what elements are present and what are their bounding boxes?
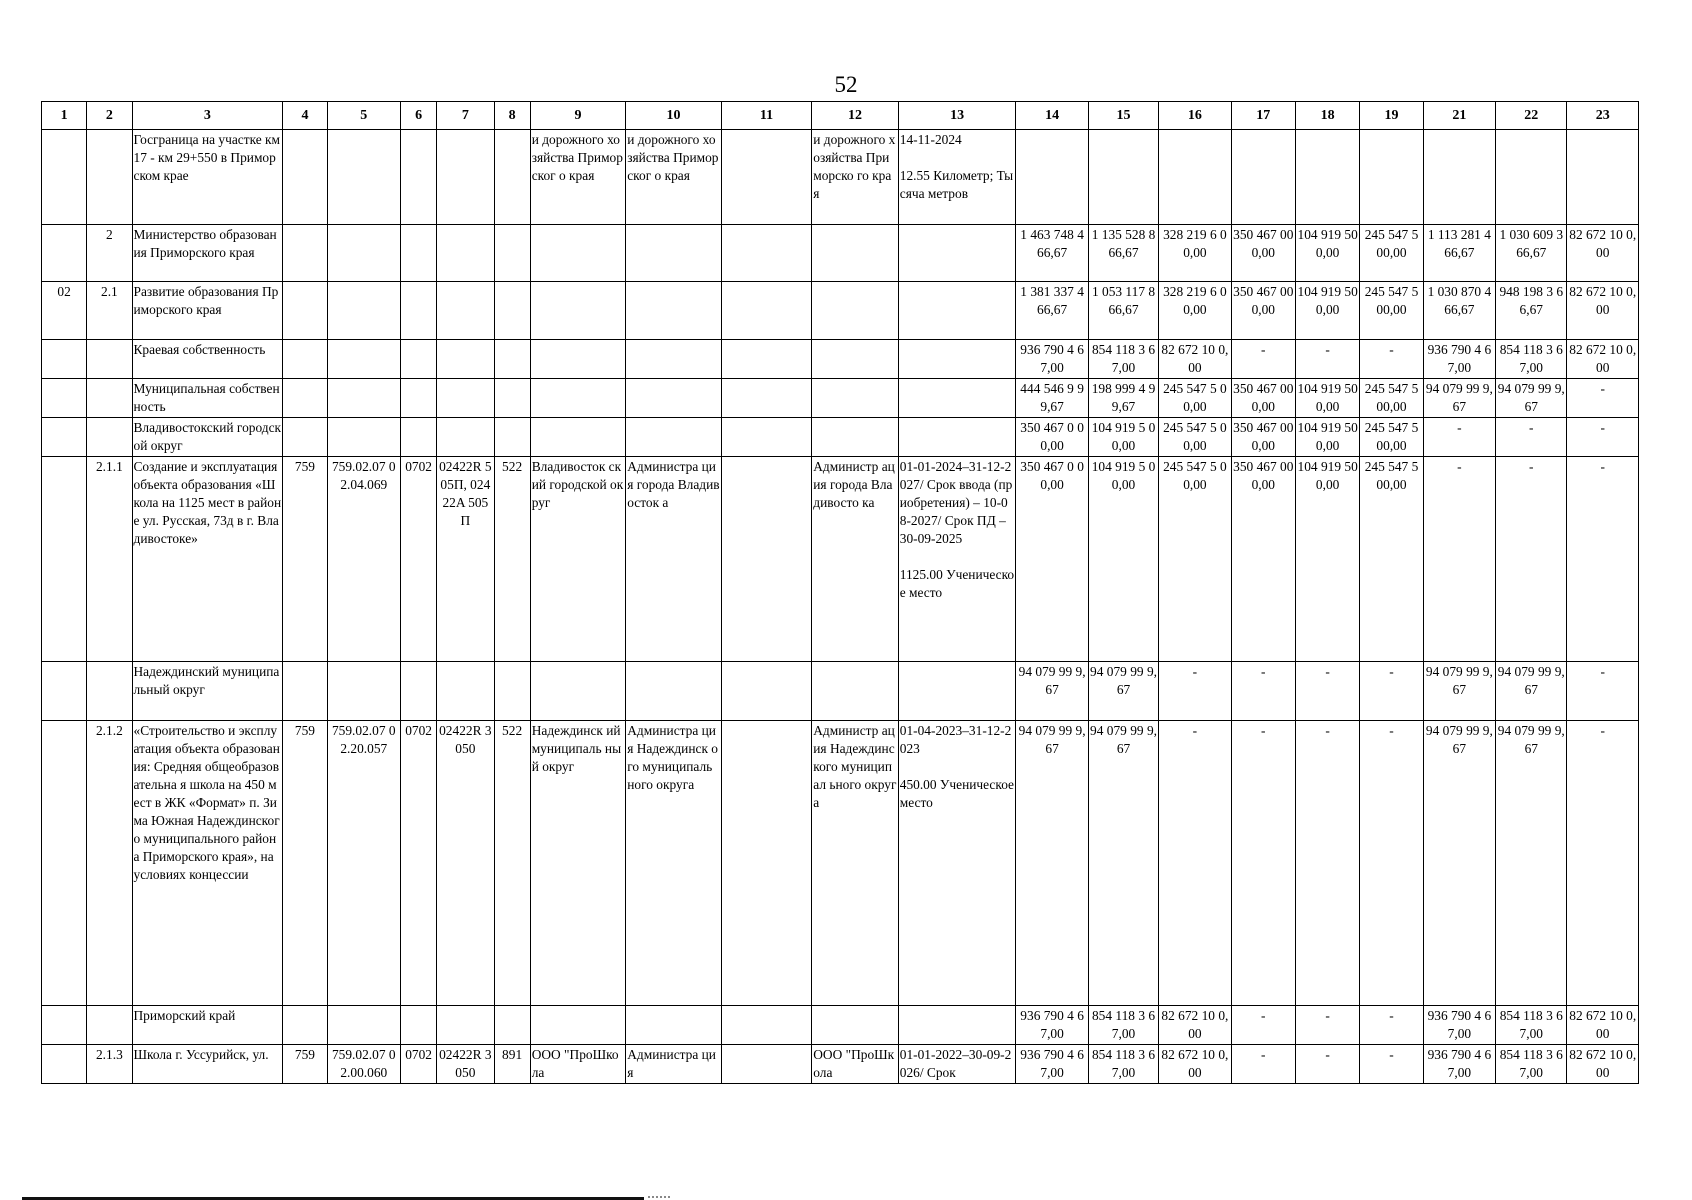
table-cell <box>400 340 436 379</box>
table-cell: 2.1 <box>87 282 132 340</box>
table-row <box>42 282 1639 340</box>
table-cell: 522 <box>494 721 530 1006</box>
table-cell: 522 <box>494 457 530 662</box>
table-cell: Госграница на участке км 17 - км 29+550 в Приморском крае <box>132 130 283 225</box>
table-cell <box>494 340 530 379</box>
table-cell: 1 053 117 866,67 <box>1088 282 1158 340</box>
table-cell: 94 079 99 9,67 <box>1496 662 1567 721</box>
table-cell <box>42 457 87 662</box>
table-cell <box>1159 130 1231 225</box>
table-cell <box>721 282 812 340</box>
table-cell <box>42 721 87 1006</box>
table-cell: 891 <box>494 1045 530 1084</box>
table-cell: Развитие образования Приморского края <box>132 282 283 340</box>
table-cell: 936 790 4 67,00 <box>1016 340 1088 379</box>
table-cell: - <box>1159 662 1231 721</box>
table-cell: 02 <box>42 282 87 340</box>
table-cell: - <box>1295 662 1359 721</box>
table-cell: 948 198 3 66,67 <box>1496 282 1567 340</box>
table-cell: 82 672 10 0,00 <box>1159 340 1231 379</box>
table-cell: Надеждинский муниципальный округ <box>132 662 283 721</box>
table-cell: - <box>1231 1006 1295 1045</box>
table-cell: 2.1.3 <box>87 1045 132 1084</box>
table-cell: 2.1.2 <box>87 721 132 1006</box>
column-header: 10 <box>626 102 722 130</box>
table-cell <box>626 418 722 457</box>
table-cell: 350 467 0 00,00 <box>1016 418 1088 457</box>
table-cell: 245 547 5 00,00 <box>1360 457 1423 662</box>
table-cell: 104 919 500,00 <box>1295 457 1359 662</box>
table-cell: - <box>1360 340 1423 379</box>
table-cell: 2.1.1 <box>87 457 132 662</box>
table-cell: - <box>1567 418 1639 457</box>
table-cell: 350 467 000,00 <box>1231 282 1295 340</box>
table-cell: 245 547 5 00,00 <box>1159 457 1231 662</box>
table-cell <box>42 379 87 418</box>
table-cell <box>1231 130 1295 225</box>
table-cell: 1 030 609 366,67 <box>1496 225 1567 282</box>
table-cell: - <box>1231 340 1295 379</box>
table-cell: 94 079 99 9,67 <box>1016 662 1088 721</box>
table-cell: 1 113 281 466,67 <box>1423 225 1495 282</box>
table-cell <box>812 282 898 340</box>
column-header: 12 <box>812 102 898 130</box>
table-cell: 14-11-2024 12.55 Километр; Тысяча метров <box>898 130 1016 225</box>
table-cell <box>400 130 436 225</box>
table-cell: 82 672 10 0,00 <box>1567 282 1639 340</box>
table-cell <box>530 379 626 418</box>
table-cell: 759 <box>283 1045 327 1084</box>
table-cell: Администр ация Надеждинс кого муниципал ьного округа <box>812 721 898 1006</box>
table-cell: - <box>1231 662 1295 721</box>
table-cell <box>1567 130 1639 225</box>
table-row <box>42 457 1639 662</box>
column-header: 2 <box>87 102 132 130</box>
table-cell: 854 118 3 67,00 <box>1496 1045 1567 1084</box>
table-cell: 94 079 99 9,67 <box>1088 662 1158 721</box>
column-header: 16 <box>1159 102 1231 130</box>
table-cell <box>42 340 87 379</box>
table-cell: Министерство образования Приморского края <box>132 225 283 282</box>
table-cell <box>626 662 722 721</box>
table-cell: 936 790 4 67,00 <box>1016 1045 1088 1084</box>
table-cell <box>87 379 132 418</box>
table-cell: 02422R 505П, 02422A 505П <box>437 457 494 662</box>
table-cell: «Строительство и эксплуатация объекта образования: Средняя общеобразовательна я школа на 450 мест в ЖК «Формат» п. Зима Южная Надеждинского муниципального района Приморского края», на условиях концессии <box>132 721 283 1006</box>
table-cell: 854 118 3 67,00 <box>1088 340 1158 379</box>
table-cell <box>494 282 530 340</box>
table-cell <box>721 418 812 457</box>
table-cell: 245 547 5 00,00 <box>1360 225 1423 282</box>
table-cell <box>812 662 898 721</box>
table-cell: 328 219 6 00,00 <box>1159 282 1231 340</box>
table-cell <box>42 662 87 721</box>
table-cell: Администра ция города Владивосток а <box>626 457 722 662</box>
table-cell <box>283 225 327 282</box>
table-cell: - <box>1496 457 1567 662</box>
table-cell <box>437 1006 494 1045</box>
table-cell: 82 672 10 0,00 <box>1567 1006 1639 1045</box>
column-header: 1 <box>42 102 87 130</box>
table-cell: - <box>1231 1045 1295 1084</box>
table-cell: 854 118 3 67,00 <box>1496 340 1567 379</box>
table-cell: - <box>1295 721 1359 1006</box>
table-cell <box>87 340 132 379</box>
table-cell: Администра ция Надеждинск ого муниципаль ного округа <box>626 721 722 1006</box>
table-cell <box>721 130 812 225</box>
table-row <box>42 379 1639 418</box>
table-cell <box>721 340 812 379</box>
table-cell: Владивосток ский городской округ <box>530 457 626 662</box>
table-cell <box>283 418 327 457</box>
table-cell: 245 547 5 00,00 <box>1360 418 1423 457</box>
table-cell <box>327 418 400 457</box>
table-cell: - <box>1423 457 1495 662</box>
table-cell <box>494 1006 530 1045</box>
table-cell <box>87 1006 132 1045</box>
table-cell <box>327 130 400 225</box>
table-cell: 1 030 870 466,67 <box>1423 282 1495 340</box>
table-cell: - <box>1159 721 1231 1006</box>
table-cell: - <box>1231 721 1295 1006</box>
table-cell: 1 463 748 466,67 <box>1016 225 1088 282</box>
table-cell: - <box>1295 1006 1359 1045</box>
table-cell: 350 467 000,00 <box>1231 418 1295 457</box>
table-cell <box>1360 130 1423 225</box>
table-cell: 854 118 3 67,00 <box>1088 1006 1158 1045</box>
column-header: 4 <box>283 102 327 130</box>
table-row <box>42 225 1639 282</box>
table-cell: 02422R 3050 <box>437 1045 494 1084</box>
table-cell: - <box>1567 721 1639 1006</box>
table-cell: 0702 <box>400 457 436 662</box>
table-cell <box>437 418 494 457</box>
table-cell: 759 <box>283 721 327 1006</box>
column-header: 3 <box>132 102 283 130</box>
table-cell: 936 790 4 67,00 <box>1423 1006 1495 1045</box>
table-cell <box>283 1006 327 1045</box>
table-cell: 1 381 337 466,67 <box>1016 282 1088 340</box>
table-cell: - <box>1567 379 1639 418</box>
table-cell: 854 118 3 67,00 <box>1088 1045 1158 1084</box>
table-cell <box>626 1006 722 1045</box>
table-cell: 94 079 99 9,67 <box>1496 721 1567 1006</box>
column-header: 14 <box>1016 102 1088 130</box>
table-cell: 759.02.07 02.00.060 <box>327 1045 400 1084</box>
table-cell: 759.02.07 02.20.057 <box>327 721 400 1006</box>
table-cell: 198 999 4 99,67 <box>1088 379 1158 418</box>
table-cell: 759.02.07 02.04.069 <box>327 457 400 662</box>
table-cell <box>327 1006 400 1045</box>
table-cell <box>812 225 898 282</box>
table-cell <box>437 340 494 379</box>
table-cell: 94 079 99 9,67 <box>1088 721 1158 1006</box>
table-cell: 0702 <box>400 1045 436 1084</box>
table-cell: 245 547 5 00,00 <box>1159 418 1231 457</box>
table-cell: 82 672 10 0,00 <box>1159 1045 1231 1084</box>
column-header: 18 <box>1295 102 1359 130</box>
table-cell: Администра ция <box>626 1045 722 1084</box>
table-cell <box>1088 130 1158 225</box>
table-cell: 1 135 528 866,67 <box>1088 225 1158 282</box>
table-cell: 936 790 4 67,00 <box>1016 1006 1088 1045</box>
table-cell: и дорожного хозяйства Приморског о края <box>530 130 626 225</box>
table-row <box>42 340 1639 379</box>
table-cell <box>327 340 400 379</box>
table-cell: 104 919 5 00,00 <box>1088 418 1158 457</box>
table-cell: 2 <box>87 225 132 282</box>
table-cell: 854 118 3 67,00 <box>1496 1006 1567 1045</box>
table-cell: 350 467 000,00 <box>1231 225 1295 282</box>
table-cell <box>626 225 722 282</box>
table-cell: - <box>1567 457 1639 662</box>
table-row <box>42 130 1639 225</box>
column-header: 9 <box>530 102 626 130</box>
table-cell: 94 079 99 9,67 <box>1423 379 1495 418</box>
table-cell: 82 672 10 0,00 <box>1567 1045 1639 1084</box>
table-cell <box>898 225 1016 282</box>
table-cell: 245 547 5 00,00 <box>1360 282 1423 340</box>
table-cell <box>327 379 400 418</box>
table-cell: 94 079 99 9,67 <box>1496 379 1567 418</box>
table-cell <box>283 340 327 379</box>
column-header: 11 <box>721 102 812 130</box>
table-cell: и дорожного хозяйства Приморско го края <box>812 130 898 225</box>
table-cell <box>437 225 494 282</box>
table-cell <box>494 225 530 282</box>
table-cell: 104 919 500,00 <box>1295 379 1359 418</box>
table-cell: - <box>1360 662 1423 721</box>
table-cell <box>283 130 327 225</box>
table-cell <box>898 418 1016 457</box>
table-cell: 02422R 3050 <box>437 721 494 1006</box>
table-cell <box>283 662 327 721</box>
table-cell <box>437 379 494 418</box>
page-number: 52 <box>834 72 858 97</box>
table-cell: 82 672 10 0,00 <box>1567 225 1639 282</box>
table-cell <box>42 130 87 225</box>
table-cell: Муниципальная собственность <box>132 379 283 418</box>
table-cell <box>494 418 530 457</box>
table-cell <box>494 379 530 418</box>
header-row <box>42 102 1639 130</box>
table-row <box>42 721 1639 1006</box>
table-cell <box>898 1006 1016 1045</box>
table-cell <box>898 662 1016 721</box>
footer-dots <box>648 1196 670 1200</box>
table-cell <box>327 662 400 721</box>
table-cell: Краевая собственность <box>132 340 283 379</box>
table-cell <box>400 662 436 721</box>
table-cell: Администр ация города Владивосто ка <box>812 457 898 662</box>
table-cell <box>530 662 626 721</box>
table-cell <box>400 282 436 340</box>
table-row <box>42 1006 1639 1045</box>
table-cell <box>42 1045 87 1084</box>
table-cell: 01-01-2022–30-09-2026/ Срок <box>898 1045 1016 1084</box>
table-cell <box>721 1045 812 1084</box>
table-cell <box>42 225 87 282</box>
column-header: 7 <box>437 102 494 130</box>
table-cell <box>812 340 898 379</box>
table-cell: ООО "ПроШкола <box>530 1045 626 1084</box>
column-header: 17 <box>1231 102 1295 130</box>
table-cell <box>42 1006 87 1045</box>
table-cell: ООО "ПроШкола <box>812 1045 898 1084</box>
table-cell: - <box>1567 662 1639 721</box>
column-header: 19 <box>1360 102 1423 130</box>
table-cell <box>1295 130 1359 225</box>
table-cell: Создание и эксплуатация объекта образования «Школа на 1125 мест в районе ул. Русская, 73д в г. Владивостоке» <box>132 457 283 662</box>
table-cell <box>400 225 436 282</box>
table-cell <box>283 379 327 418</box>
table-row <box>42 418 1639 457</box>
table-cell: 350 467 000,00 <box>1231 457 1295 662</box>
table-cell: - <box>1360 721 1423 1006</box>
table-row <box>42 1045 1639 1084</box>
column-header: 22 <box>1496 102 1567 130</box>
table-cell <box>812 418 898 457</box>
table-cell <box>437 130 494 225</box>
table-cell: 759 <box>283 457 327 662</box>
table-cell: 350 467 0 00,00 <box>1016 457 1088 662</box>
table-cell: 245 547 5 00,00 <box>1360 379 1423 418</box>
table-cell <box>812 379 898 418</box>
table-cell: - <box>1423 418 1495 457</box>
table-cell <box>400 418 436 457</box>
table-cell <box>530 340 626 379</box>
table-cell: 936 790 4 67,00 <box>1423 1045 1495 1084</box>
table-cell: 01-01-2024–31-12-2027/ Срок ввода (приобретения) – 10-08-2027/ Срок ПД – 30-09-2025 1125.00 Ученическое место <box>898 457 1016 662</box>
table-cell: - <box>1295 1045 1359 1084</box>
table-cell: 0702 <box>400 721 436 1006</box>
column-header: 15 <box>1088 102 1158 130</box>
table-cell: 104 919 500,00 <box>1295 225 1359 282</box>
table-cell: 94 079 99 9,67 <box>1423 662 1495 721</box>
table-cell <box>812 1006 898 1045</box>
table-cell <box>1423 130 1495 225</box>
column-header: 6 <box>400 102 436 130</box>
table-cell: - <box>1496 418 1567 457</box>
table-cell: 328 219 6 00,00 <box>1159 225 1231 282</box>
table-cell: 936 790 4 67,00 <box>1423 340 1495 379</box>
table-cell <box>400 379 436 418</box>
table-cell: 82 672 10 0,00 <box>1567 340 1639 379</box>
table-cell: 104 919 500,00 <box>1295 282 1359 340</box>
table-cell <box>494 130 530 225</box>
table-cell <box>626 340 722 379</box>
column-header: 13 <box>898 102 1016 130</box>
table-cell <box>721 1006 812 1045</box>
table-cell <box>1496 130 1567 225</box>
table-cell <box>721 721 812 1006</box>
table-cell <box>494 662 530 721</box>
table-cell <box>437 282 494 340</box>
table-cell <box>898 379 1016 418</box>
table-cell <box>721 379 812 418</box>
table-cell <box>437 662 494 721</box>
table-cell <box>530 225 626 282</box>
table-cell <box>898 340 1016 379</box>
table-cell: 01-04-2023–31-12-2023 450.00 Ученическое место <box>898 721 1016 1006</box>
table-cell <box>530 282 626 340</box>
table-cell: 104 919 5 00,00 <box>1088 457 1158 662</box>
table-cell <box>87 130 132 225</box>
table-cell: Приморский край <box>132 1006 283 1045</box>
budget-table <box>41 101 1639 1084</box>
table-cell: - <box>1360 1045 1423 1084</box>
table-cell: Владивостокский городской округ <box>132 418 283 457</box>
table-cell <box>530 1006 626 1045</box>
table-cell: Надеждинск ий муниципаль ный округ <box>530 721 626 1006</box>
table-row <box>42 662 1639 721</box>
table-cell: 82 672 10 0,00 <box>1159 1006 1231 1045</box>
table-cell <box>626 379 722 418</box>
table-cell: 444 546 9 99,67 <box>1016 379 1088 418</box>
table-cell <box>283 282 327 340</box>
column-header: 21 <box>1423 102 1495 130</box>
column-header: 5 <box>327 102 400 130</box>
table-cell <box>87 418 132 457</box>
column-header: 8 <box>494 102 530 130</box>
table-cell <box>721 457 812 662</box>
table-cell: 245 547 5 00,00 <box>1159 379 1231 418</box>
table-cell <box>42 418 87 457</box>
table-cell <box>327 225 400 282</box>
table-cell <box>327 282 400 340</box>
table-cell <box>626 282 722 340</box>
table-cell: 350 467 000,00 <box>1231 379 1295 418</box>
table-cell <box>1016 130 1088 225</box>
table-cell <box>898 282 1016 340</box>
column-header: 23 <box>1567 102 1639 130</box>
table-cell: 104 919 500,00 <box>1295 418 1359 457</box>
table-cell: Школа г. Уссурийск, ул. <box>132 1045 283 1084</box>
table-cell: 94 079 99 9,67 <box>1016 721 1088 1006</box>
table-cell: и дорожного хозяйства Приморског о края <box>626 130 722 225</box>
table-cell <box>721 225 812 282</box>
table-cell <box>721 662 812 721</box>
table-cell: - <box>1360 1006 1423 1045</box>
table-cell: 94 079 99 9,67 <box>1423 721 1495 1006</box>
table-cell <box>400 1006 436 1045</box>
table-cell: - <box>1295 340 1359 379</box>
table-cell <box>87 662 132 721</box>
table-cell <box>530 418 626 457</box>
